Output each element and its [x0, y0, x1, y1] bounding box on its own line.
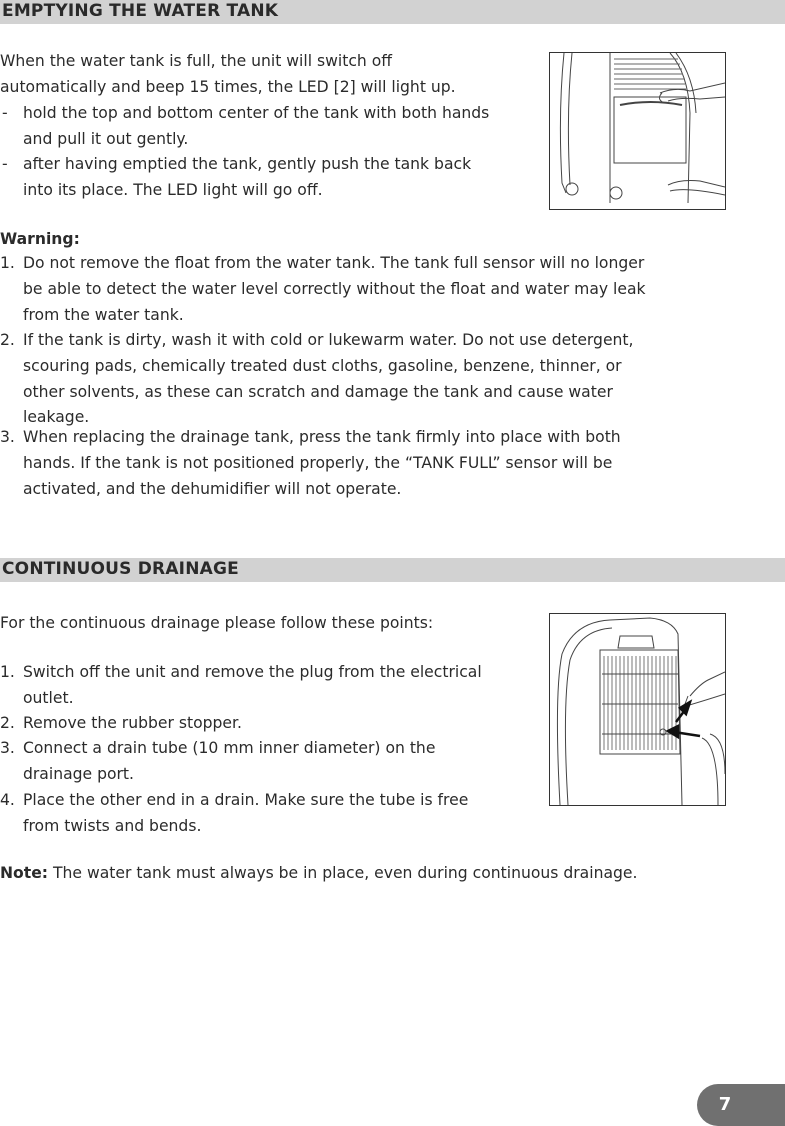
warning-line: If the tank is dirty, wash it with cold or lukewarm water. Do not use detergent, [23, 331, 634, 349]
section-header-drainage [0, 558, 785, 582]
note-label: Note: [0, 864, 49, 882]
note [0, 861, 637, 887]
drainage-intro: For the continuous drainage please follow these points: [0, 614, 434, 632]
dash-item-line: after having emptied the tank, gently push the tank back [23, 155, 472, 173]
step-marker: 4. [0, 791, 15, 809]
note-text: The water tank must always be in place, even during continuous drainage. [48, 864, 638, 882]
step-marker: 1. [0, 663, 15, 681]
warning-line: When replacing the drainage tank, press the tank firmly into place with both [23, 428, 621, 446]
warning-line: hands. If the tank is not positioned properly, the “TANK FULL” sensor will be [23, 453, 613, 472]
dehumidifier-tank-illustration [550, 53, 725, 209]
warning-line: from the water tank. [23, 305, 184, 324]
dash-item-line: hold the top and bottom center of the tank with both hands [23, 104, 490, 122]
step-line: Switch off the unit and remove the plug from the electrical [23, 663, 482, 681]
drainage-illustration [550, 614, 725, 805]
dash-marker: - [2, 104, 8, 122]
dash-marker: - [2, 155, 8, 173]
intro-line-1: When the water tank is full, the unit will switch off [0, 52, 393, 70]
warning-marker: 1. [0, 254, 15, 272]
warning-line: scouring pads, chemically treated dust cloths, gasoline, benzene, thinner, or [23, 356, 622, 375]
warning-line: Do not remove the float from the water tank. The tank full sensor will no longer [23, 254, 645, 272]
step-line: drainage port. [23, 764, 135, 783]
step-marker: 2. [0, 714, 15, 732]
section-title-drainage: CONTINUOUS DRAINAGE [2, 559, 239, 579]
step-line: outlet. [23, 688, 74, 707]
intro-line-2: automatically and beep 15 times, the LED [2] will light up. [0, 78, 456, 96]
figure-drainage-port [549, 613, 726, 806]
warning-marker: 3. [0, 428, 15, 446]
page-number-tab [697, 1084, 785, 1126]
step-line: Connect a drain tube (10 mm inner diameter) on the [23, 739, 436, 757]
step-line: Place the other end in a drain. Make sure the tube is free [23, 791, 469, 809]
warning-marker: 2. [0, 331, 15, 349]
warning-line: be able to detect the water level correctly without the float and water may leak [23, 279, 646, 298]
dash-item-line: and pull it out gently. [23, 129, 189, 148]
step-line: from twists and bends. [23, 816, 202, 835]
dash-item-line: into its place. The LED light will go off. [23, 180, 323, 199]
figure-remove-tank [549, 52, 726, 210]
warning-line: other solvents, as these can scratch and damage the tank and cause water [23, 382, 613, 401]
section-header-emptying [0, 0, 785, 24]
step-marker: 3. [0, 739, 15, 757]
warning-line: leakage. [23, 408, 90, 427]
step-line: Remove the rubber stopper. [23, 714, 242, 732]
page-number: 7 [718, 1094, 732, 1115]
section-title-emptying: EMPTYING THE WATER TANK [2, 1, 279, 21]
warning-line: activated, and the dehumidifier will not operate. [23, 479, 402, 498]
warning-label: Warning: [0, 230, 80, 248]
